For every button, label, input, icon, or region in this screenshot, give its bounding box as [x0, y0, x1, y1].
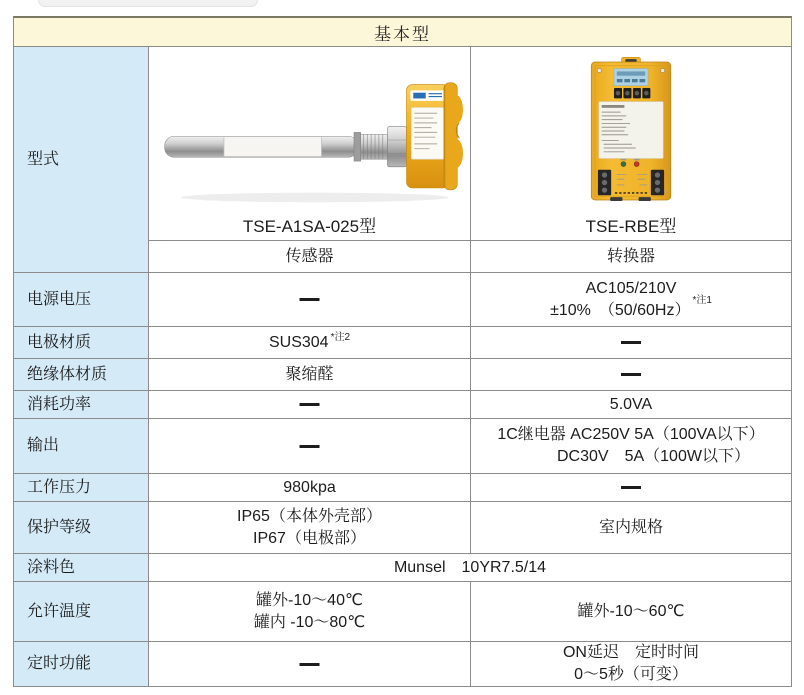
row-label-timer-function: 定时功能	[14, 642, 149, 686]
row-label-working-pressure: 工作压力	[14, 474, 149, 502]
power-voltage-converter	[471, 273, 791, 327]
table-title: 基本型	[14, 18, 791, 47]
sensor-category: 传感器	[149, 241, 471, 273]
row-label-power-voltage: 电源电压	[14, 273, 149, 327]
power-voltage-line2: ±10% （50/60Hz）$^{*注1}$	[550, 295, 712, 319]
row-label-paint-color: 涂料色	[14, 554, 149, 582]
power-consumption-converter: 5.0VA	[471, 391, 791, 419]
dash-value: —	[621, 476, 641, 498]
electrode-material-sensor: SUS304 $^{*注2}$	[149, 327, 471, 359]
allowable-temperature-sensor	[149, 582, 471, 642]
sensor-model-name: TSE-A1SA-025型	[149, 214, 471, 241]
allowable-temperature-converter: 罐外-10～60℃	[471, 582, 791, 642]
dash-value: —	[299, 288, 320, 310]
dash-value: —	[621, 331, 641, 353]
dash-value: —	[299, 652, 320, 675]
row-label-electrode-material: 电极材质	[14, 327, 149, 359]
converter-model-name: TSE-RBE型	[471, 214, 791, 241]
paint-color-value: Munsel 10YR7.5/14	[149, 554, 791, 582]
sensor-product-image	[157, 54, 463, 207]
output-line2: DC30V 5A（100W以下）	[557, 448, 750, 465]
insulator-material-sensor: 聚缩醛	[149, 359, 471, 391]
row-label-insulator-material: 绝缘体材质	[14, 359, 149, 391]
protection-line2: IP67（电极部）	[253, 529, 366, 547]
converter-image-cell	[471, 47, 791, 214]
sensor-image-cell	[149, 47, 471, 214]
working-pressure-sensor: 980kpa	[149, 474, 471, 502]
spec-table	[13, 16, 792, 687]
timer-function-sensor	[149, 642, 471, 686]
converter-category: 转换器	[471, 241, 791, 273]
insulator-material-converter	[471, 359, 791, 391]
power-voltage-sensor	[149, 273, 471, 327]
power-voltage-line1: AC105/210V	[585, 279, 677, 297]
row-label-output: 输出	[14, 419, 149, 474]
output-sensor	[149, 419, 471, 474]
partial-tab	[38, 0, 258, 7]
timer-function-converter	[471, 642, 791, 686]
row-label-model: 型式	[14, 47, 149, 273]
protection-rating-converter: 室内规格	[471, 502, 791, 554]
footnote-ref-1: *注1	[692, 295, 712, 307]
row-label-allowable-temperature: 允许温度	[14, 582, 149, 642]
temperature-line1: 罐外-10～40℃	[256, 591, 363, 609]
electrode-material-converter	[471, 327, 791, 359]
power-consumption-sensor	[149, 391, 471, 419]
converter-product-image	[579, 56, 683, 206]
timer-line2: 0～5秒（可变）	[574, 666, 688, 683]
temperature-line2: 罐内 -10～80℃	[253, 613, 366, 631]
dash-value: —	[621, 363, 641, 385]
row-label-protection-rating: 保护等级	[14, 502, 149, 554]
dash-value: —	[299, 393, 320, 415]
protection-line1: IP65（本体外壳部）	[237, 507, 382, 525]
output-line1: 1C继电器 AC250V 5A（100VA以下）	[497, 426, 765, 444]
spec-grid	[14, 47, 791, 686]
row-label-power-consumption: 消耗功率	[14, 391, 149, 419]
timer-line1: ON延迟 定时时间	[562, 644, 699, 662]
protection-rating-sensor	[149, 502, 471, 554]
output-converter	[471, 419, 791, 474]
working-pressure-converter	[471, 474, 791, 502]
dash-value: —	[299, 434, 320, 457]
